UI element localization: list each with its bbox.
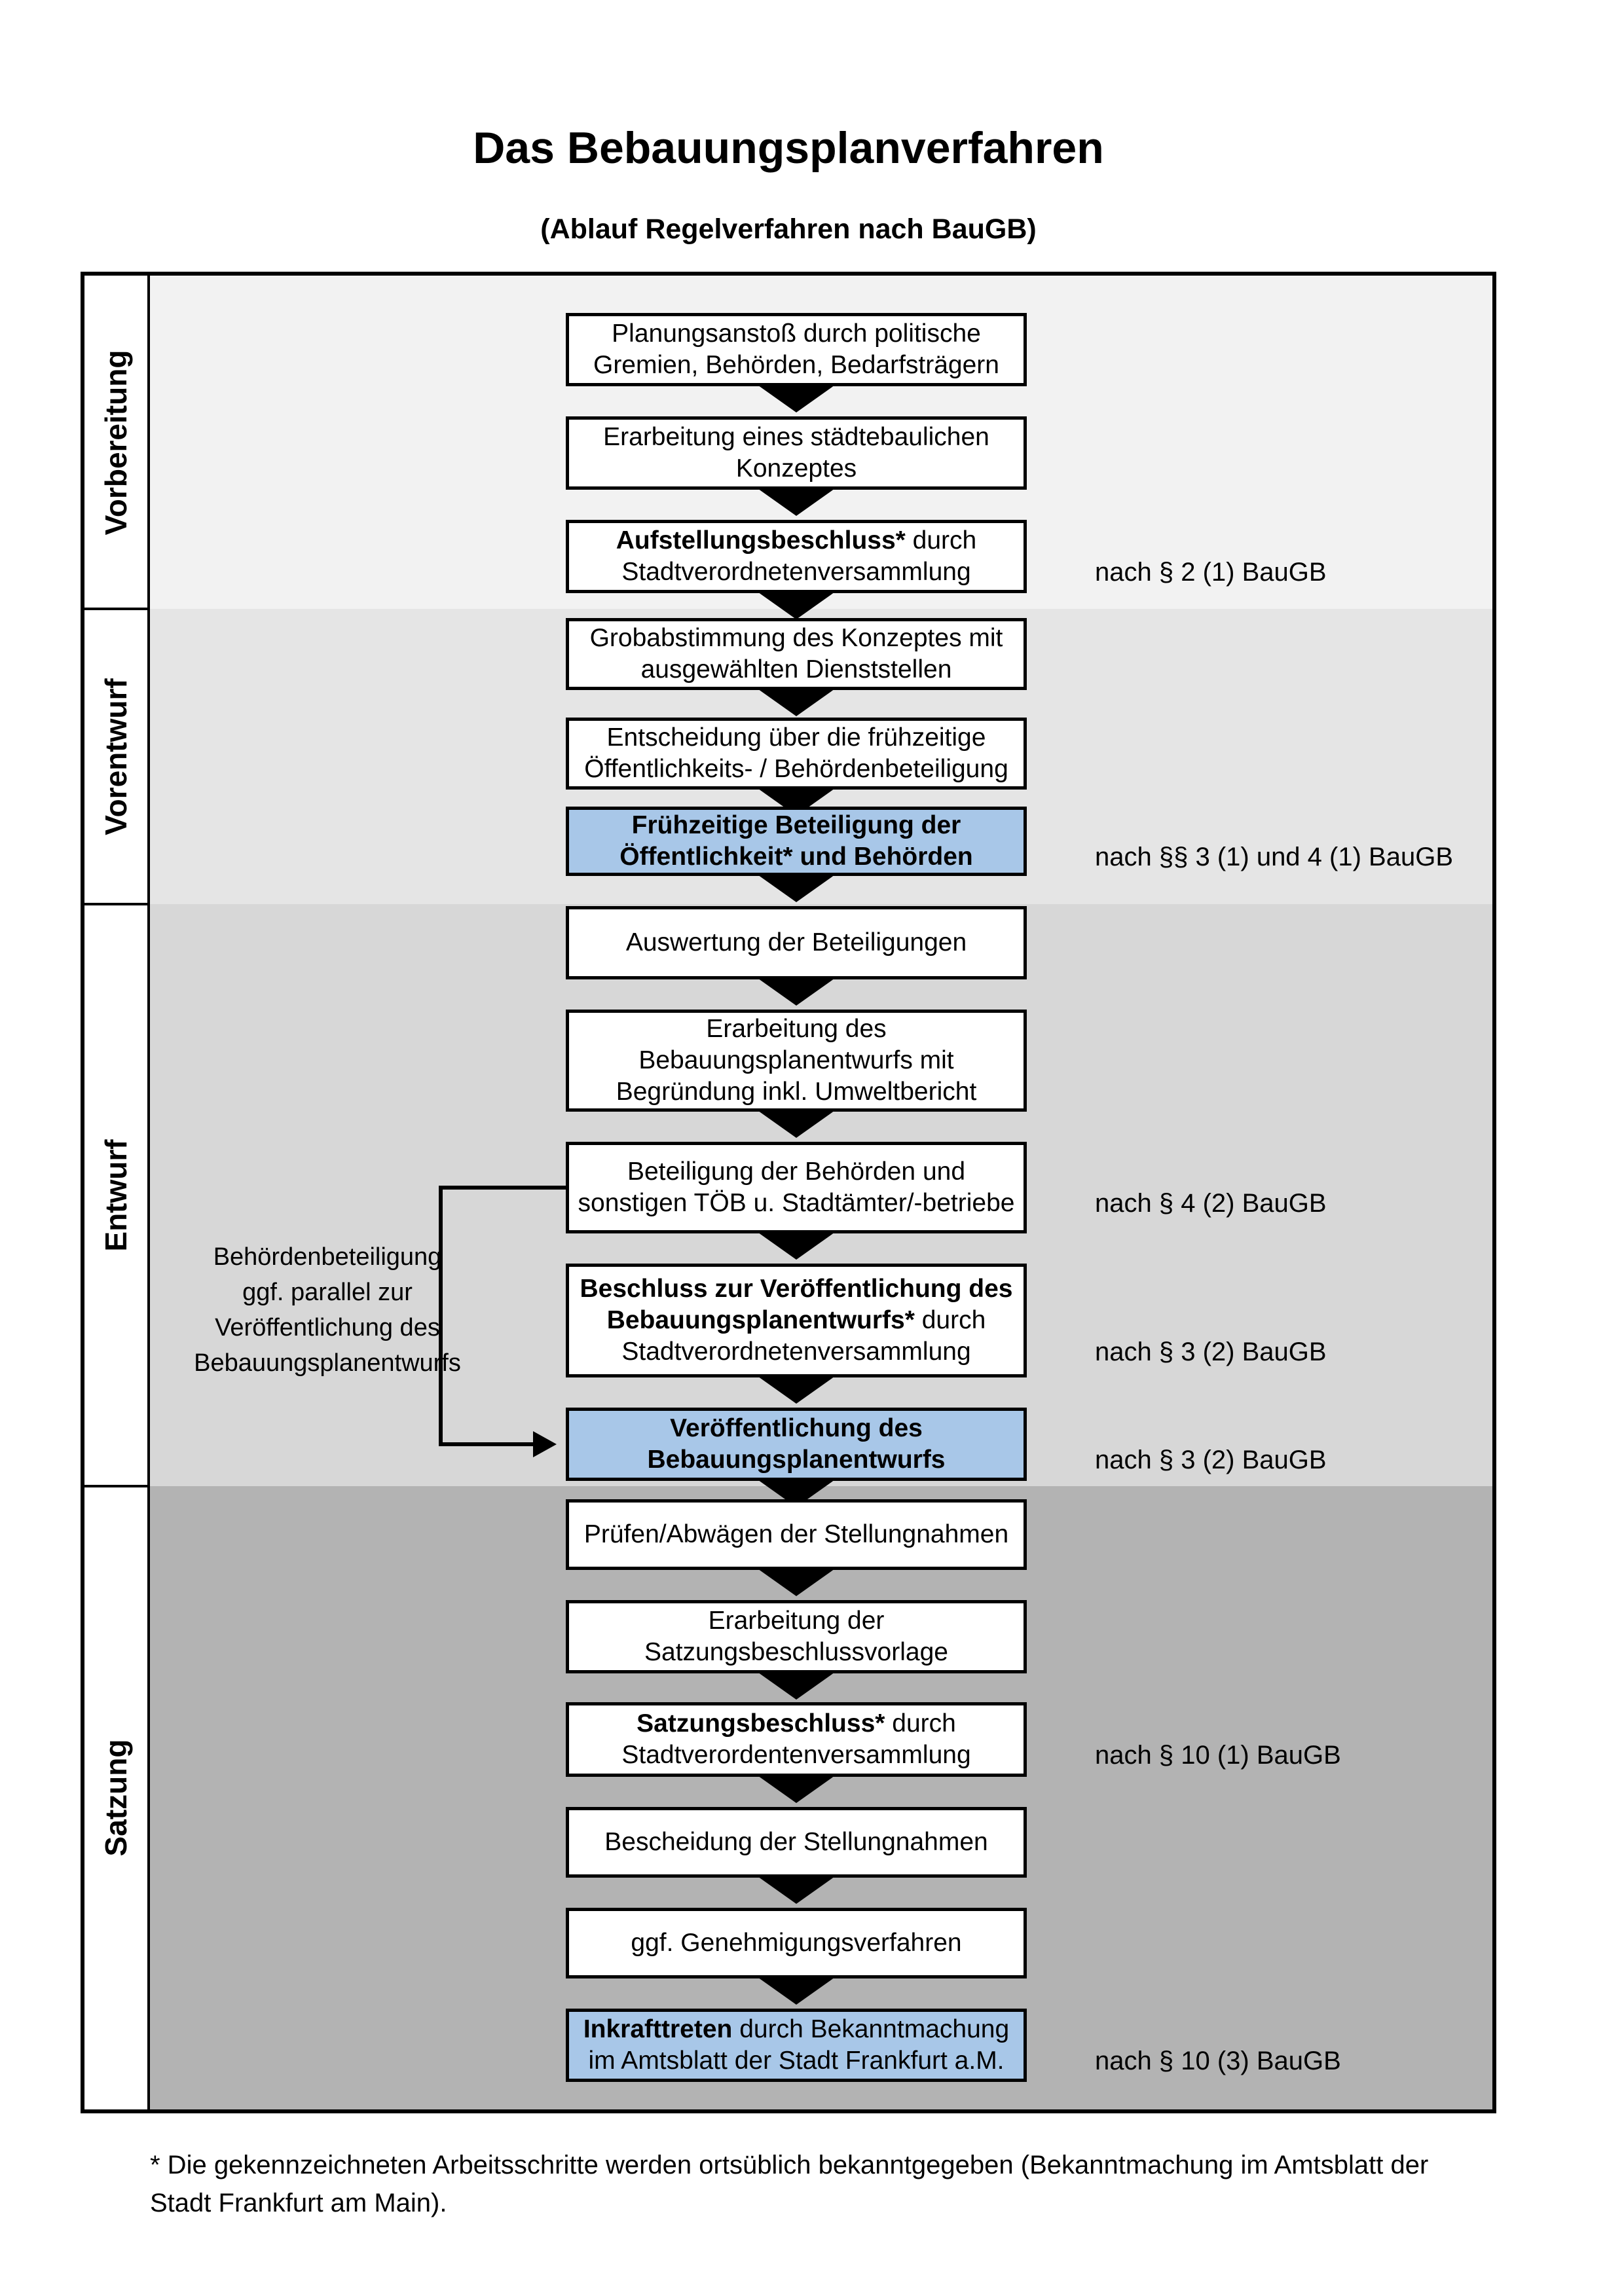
flow-step-line — [584, 1519, 1008, 1550]
flow-step-text: sonstigen TÖB u. Stadtämter/-betriebe — [578, 1189, 1015, 1217]
flow-step-line — [593, 350, 999, 381]
flow-step-text: Stadtverordnetenversammlung — [621, 558, 971, 586]
down-arrow-icon — [756, 687, 837, 716]
flow-step-text: Bebauungsplanentwurfs mit — [638, 1046, 954, 1074]
annotation-line: Behördenbeteiligung — [213, 1243, 442, 1271]
flow-step-text: Inkrafttreten — [583, 2015, 733, 2043]
down-arrow-icon — [756, 1976, 837, 2005]
flow-step-text: Planungsanstoß durch politische — [612, 319, 981, 348]
annotation-line: Veröffentlichung des — [215, 1314, 440, 1341]
flow-step-14 — [566, 1702, 1027, 1777]
down-arrow-icon — [756, 977, 837, 1006]
flow-step-line — [583, 2014, 1009, 2045]
flow-step-line — [590, 623, 1003, 654]
flow-step-8 — [566, 1010, 1027, 1112]
flow-step-17 — [566, 2009, 1027, 2082]
down-arrow-icon — [756, 1774, 837, 1803]
flow-step-text: Öffentlichkeit* und Behörden — [619, 843, 973, 871]
legal-reference: nach § 3 (2) BauGB — [1095, 1338, 1327, 1366]
flow-step-line — [616, 1076, 977, 1108]
legal-reference: nach § 4 (2) BauGB — [1095, 1189, 1327, 1218]
flow-step-text: Erarbeitung des — [706, 1015, 887, 1043]
flow-step-16 — [566, 1908, 1027, 1978]
flow-step-2 — [566, 416, 1027, 490]
flow-step-text: Bebauungsplanentwurfs* — [606, 1306, 915, 1334]
flow-step-line — [647, 1444, 945, 1476]
flow-step-11 — [566, 1408, 1027, 1481]
footnote: * Die gekennzeichneten Arbeitsschritte werden ortsüblich bekanntgegeben (Bekanntmachung im Amtsblatt der Stadt Frankfurt am Main). — [150, 2151, 1429, 2217]
flow-step-line — [631, 1927, 961, 1959]
flow-step-line — [638, 1045, 953, 1076]
phase-label-3: Satzung — [99, 1739, 133, 1857]
flow-step-text: Bebauungsplanentwurfs — [647, 1446, 946, 1474]
flow-step-text: Gremien, Behörden, Bedarfsträgern — [593, 351, 999, 379]
phase-label-1: Vorentwurf — [99, 678, 133, 835]
flow-step-line — [619, 841, 973, 873]
flow-step-text: Veröffentlichung des — [670, 1414, 923, 1442]
down-arrow-icon — [756, 1231, 837, 1260]
flow-step-line — [709, 1605, 885, 1637]
phase-label-2: Entwurf — [99, 1139, 133, 1252]
phase-label-0: Vorbereitung — [99, 350, 133, 535]
flow-step-text: Satzungsbeschluss* — [637, 1709, 885, 1738]
flow-step-line — [632, 810, 961, 841]
flow-step-text: Öffentlichkeits- / Behördenbeteiligung — [584, 755, 1008, 783]
legal-reference: nach § 10 (3) BauGB — [1095, 2047, 1341, 2075]
flow-step-line — [580, 1273, 1013, 1305]
flow-step-line — [637, 1708, 956, 1740]
flow-step-text: Konzeptes — [735, 454, 857, 483]
flow-step-text: Bescheidung der Stellungnahmen — [604, 1828, 988, 1856]
flow-step-line — [627, 1156, 965, 1188]
flow-step-6 — [566, 807, 1027, 876]
flow-step-line — [644, 1637, 948, 1668]
flow-step-text: ausgewählten Dienststellen — [640, 655, 952, 683]
flow-step-text: ggf. Genehmigungsverfahren — [631, 1929, 962, 1957]
flow-step-line — [604, 1827, 987, 1858]
flow-step-12 — [566, 1499, 1027, 1570]
down-arrow-icon — [756, 873, 837, 902]
flow-step-line — [607, 1305, 986, 1336]
down-arrow-icon — [756, 487, 837, 516]
down-arrow-icon — [756, 1875, 837, 1904]
flow-step-text: Aufstellungsbeschluss* — [616, 526, 906, 555]
flow-step-text: Beschluss zur Veröffentlichung des — [580, 1275, 1013, 1303]
legal-reference: nach §§ 3 (1) und 4 (1) BauGB — [1095, 843, 1453, 871]
flow-step-text: durch Bekanntmachung — [732, 2015, 1010, 2043]
legal-reference: nach § 10 (1) BauGB — [1095, 1741, 1341, 1770]
flow-step-1 — [566, 313, 1027, 386]
flow-step-line — [670, 1413, 923, 1444]
legal-reference: nach § 2 (1) BauGB — [1095, 558, 1327, 587]
flow-step-7 — [566, 906, 1027, 979]
flow-step-text: durch — [885, 1709, 956, 1738]
flow-step-line — [588, 2045, 1004, 2077]
flow-step-line — [578, 1188, 1015, 1219]
connector-top-line — [443, 1186, 566, 1190]
flow-step-text: durch — [905, 526, 977, 555]
page-subtitle: (Ablauf Regelverfahren nach BauGB) — [540, 213, 1037, 245]
down-arrow-icon — [756, 1671, 837, 1700]
connector-bottom-line — [439, 1442, 534, 1446]
down-arrow-icon — [756, 1109, 837, 1138]
flow-step-line — [621, 1336, 970, 1368]
right-arrow-icon — [533, 1431, 557, 1457]
annotation — [160, 1239, 494, 1381]
flow-step-line — [603, 422, 989, 453]
down-arrow-icon — [756, 384, 837, 412]
flow-step-line — [736, 453, 857, 484]
flow-step-text: Prüfen/Abwägen der Stellungnahmen — [583, 1520, 1009, 1548]
flow-step-text: Grobabstimmung des Konzeptes mit — [589, 624, 1003, 652]
flow-step-text: Stadtverordnetenversammlung — [621, 1338, 971, 1366]
flow-step-text: Frühzeitige Beteiligung der — [631, 811, 961, 839]
flow-step-text: Satzungsbeschlussvorlage — [644, 1638, 948, 1666]
flow-step-line — [616, 525, 977, 556]
page-title: Das Bebauungsplanverfahren — [473, 123, 1104, 173]
flow-step-text: Stadtverordentenversammlung — [621, 1741, 971, 1769]
flow-step-line — [584, 754, 1008, 785]
flow-step-line — [607, 722, 986, 754]
flow-step-text: Beteiligung der Behörden und — [627, 1157, 966, 1186]
flow-step-4 — [566, 618, 1027, 690]
flow-step-text: Erarbeitung der — [708, 1607, 885, 1635]
flow-step-line — [641, 654, 952, 685]
phase-separator — [84, 903, 150, 905]
flow-step-line — [612, 318, 981, 350]
flow-step-15 — [566, 1807, 1027, 1878]
flow-step-text: Entscheidung über die frühzeitige — [606, 723, 986, 752]
legal-reference: nach § 3 (2) BauGB — [1095, 1446, 1327, 1474]
flow-step-5 — [566, 718, 1027, 790]
flow-step-3 — [566, 520, 1027, 593]
flow-step-text: durch — [914, 1306, 986, 1334]
flow-step-line — [706, 1013, 886, 1045]
phase-separator — [84, 608, 150, 610]
down-arrow-icon — [756, 1567, 837, 1596]
flow-step-text: Erarbeitung eines städtebaulichen — [603, 423, 989, 451]
phase-separator — [84, 1485, 150, 1487]
down-arrow-icon — [756, 1375, 837, 1404]
flow-step-line — [626, 927, 967, 958]
flow-step-line — [621, 1740, 970, 1771]
flow-step-13 — [566, 1600, 1027, 1673]
flow-step-9 — [566, 1142, 1027, 1233]
flow-step-text: Auswertung der Beteiligungen — [625, 928, 967, 957]
flow-step-line — [621, 556, 970, 588]
annotation-line: Bebauungsplanentwurfs — [194, 1349, 461, 1377]
flow-step-10 — [566, 1264, 1027, 1377]
flow-step-text: Begründung inkl. Umweltbericht — [616, 1078, 977, 1106]
annotation-line: ggf. parallel zur — [242, 1279, 413, 1306]
flow-step-text: im Amtsblatt der Stadt Frankfurt a.M. — [588, 2047, 1005, 2075]
down-arrow-icon — [756, 591, 837, 619]
